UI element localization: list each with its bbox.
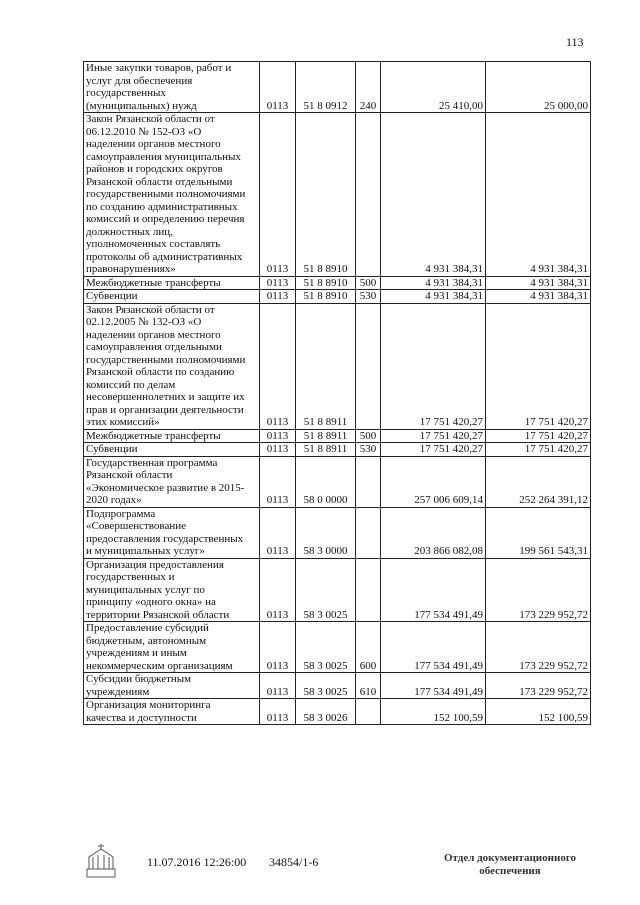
- row-amount-year2: 4 931 384,31: [486, 113, 591, 277]
- row-article: 58 3 0026: [296, 699, 356, 725]
- row-name: Субсидии бюджетным учреждениям: [84, 673, 260, 699]
- row-name: Субвенции: [84, 290, 260, 304]
- row-section: 0113: [260, 673, 296, 699]
- row-amount-year2: 4 931 384,31: [486, 290, 591, 304]
- row-expense-type: 500: [356, 429, 381, 443]
- row-article: 51 8 8910: [296, 290, 356, 304]
- row-name: Организация предоставления государственных и муниципальных услуг по принципу «одного окна» на территории Рязанской области: [84, 558, 260, 622]
- row-amount-year2: 4 931 384,31: [486, 276, 591, 290]
- row-article: 51 8 8911: [296, 303, 356, 429]
- table-row: [84, 303, 591, 429]
- row-amount-year2: 173 229 952,72: [486, 622, 591, 673]
- row-section: 0113: [260, 699, 296, 725]
- row-expense-type: [356, 558, 381, 622]
- table-row: [84, 276, 591, 290]
- row-amount-year2: 152 100,59: [486, 699, 591, 725]
- row-expense-type: 530: [356, 290, 381, 304]
- footer-doc-number: 34854/1-6: [269, 855, 319, 869]
- row-amount-year1: 177 534 491,49: [381, 558, 486, 622]
- table-row: [84, 443, 591, 457]
- row-name: Закон Рязанской области от 06.12.2010 № 152-ОЗ «О наделении органов местного самоуправления муниципальных районов и городских округов Рязанской области отдельными государственными полномочиями по созданию административных комиссий и определению перечня должностных лиц, уполномоченных составлять протоколы об административных правонарушениях»: [84, 113, 260, 277]
- row-article: 58 3 0025: [296, 558, 356, 622]
- row-expense-type: 600: [356, 622, 381, 673]
- table-row: [84, 673, 591, 699]
- row-amount-year1: 17 751 420,27: [381, 429, 486, 443]
- row-name: Межбюджетные трансферты: [84, 429, 260, 443]
- coat-of-arms-icon: [84, 843, 118, 879]
- table-row: [84, 456, 591, 507]
- row-section: 0113: [260, 303, 296, 429]
- row-section: 0113: [260, 290, 296, 304]
- row-article: 58 3 0025: [296, 673, 356, 699]
- row-article: 51 8 8910: [296, 113, 356, 277]
- row-amount-year1: 257 006 609,14: [381, 456, 486, 507]
- row-section: 0113: [260, 62, 296, 113]
- row-amount-year1: 17 751 420,27: [381, 303, 486, 429]
- row-amount-year1: 177 534 491,49: [381, 622, 486, 673]
- table-row: [84, 622, 591, 673]
- row-name: Субвенции: [84, 443, 260, 457]
- row-name: Государственная программа Рязанской области «Экономическое развитие в 2015- 2020 годах»: [84, 456, 260, 507]
- row-section: 0113: [260, 443, 296, 457]
- row-amount-year1: 203 866 082,08: [381, 507, 486, 558]
- row-article: 58 3 0000: [296, 507, 356, 558]
- row-amount-year2: 17 751 420,27: [486, 303, 591, 429]
- row-section: 0113: [260, 622, 296, 673]
- row-expense-type: [356, 303, 381, 429]
- row-expense-type: [356, 113, 381, 277]
- row-article: 51 8 8910: [296, 276, 356, 290]
- budget-table: [83, 61, 591, 725]
- row-amount-year2: 252 264 391,12: [486, 456, 591, 507]
- table-row: [84, 558, 591, 622]
- row-expense-type: 240: [356, 62, 381, 113]
- row-expense-type: 530: [356, 443, 381, 457]
- table-row: [84, 290, 591, 304]
- row-section: 0113: [260, 558, 296, 622]
- row-amount-year1: 25 410,00: [381, 62, 486, 113]
- table-row: [84, 62, 591, 113]
- page-number: 113: [566, 35, 584, 49]
- table-row: [84, 429, 591, 443]
- row-section: 0113: [260, 507, 296, 558]
- row-article: 51 8 8911: [296, 443, 356, 457]
- footer-department: Отдел документационного обеспечения: [443, 852, 577, 877]
- row-amount-year2: 173 229 952,72: [486, 673, 591, 699]
- row-name: Организация мониторинга качества и доступности: [84, 699, 260, 725]
- row-amount-year1: 177 534 491,49: [381, 673, 486, 699]
- table-row: [84, 113, 591, 277]
- table-row: [84, 507, 591, 558]
- row-amount-year2: 173 229 952,72: [486, 558, 591, 622]
- row-section: 0113: [260, 456, 296, 507]
- row-article: 58 0 0000: [296, 456, 356, 507]
- row-section: 0113: [260, 276, 296, 290]
- row-section: 0113: [260, 429, 296, 443]
- row-amount-year1: 17 751 420,27: [381, 443, 486, 457]
- row-name: Подпрограмма «Совершенствование предоставления государственных и муниципальных услуг»: [84, 507, 260, 558]
- row-article: 58 3 0025: [296, 622, 356, 673]
- row-amount-year2: 199 561 543,31: [486, 507, 591, 558]
- row-amount-year2: 25 000,00: [486, 62, 591, 113]
- footer-datetime: 11.07.2016 12:26:00: [147, 855, 247, 869]
- row-expense-type: [356, 456, 381, 507]
- row-section: 0113: [260, 113, 296, 277]
- row-name: Межбюджетные трансферты: [84, 276, 260, 290]
- row-amount-year2: 17 751 420,27: [486, 443, 591, 457]
- row-amount-year1: 4 931 384,31: [381, 276, 486, 290]
- row-name: Закон Рязанской области от 02.12.2005 № 132-ОЗ «О наделении органов местного самоуправления отдельными государственными полномочиями Рязанской области по созданию комиссий по делам несовершеннолетних и защите их прав и организации деятельности этих комиссий»: [84, 303, 260, 429]
- row-expense-type: [356, 699, 381, 725]
- row-expense-type: 500: [356, 276, 381, 290]
- table-row: [84, 699, 591, 725]
- row-expense-type: [356, 507, 381, 558]
- row-expense-type: 610: [356, 673, 381, 699]
- row-amount-year1: 4 931 384,31: [381, 113, 486, 277]
- row-amount-year1: 4 931 384,31: [381, 290, 486, 304]
- row-article: 51 8 8911: [296, 429, 356, 443]
- row-name: Иные закупки товаров, работ и услуг для обеспечения государственных (муниципальных) нужд: [84, 62, 260, 113]
- row-amount-year2: 17 751 420,27: [486, 429, 591, 443]
- row-article: 51 8 0912: [296, 62, 356, 113]
- row-name: Предоставление субсидий бюджетным, автономным учреждениям и иным некоммерческим организациям: [84, 622, 260, 673]
- row-amount-year1: 152 100,59: [381, 699, 486, 725]
